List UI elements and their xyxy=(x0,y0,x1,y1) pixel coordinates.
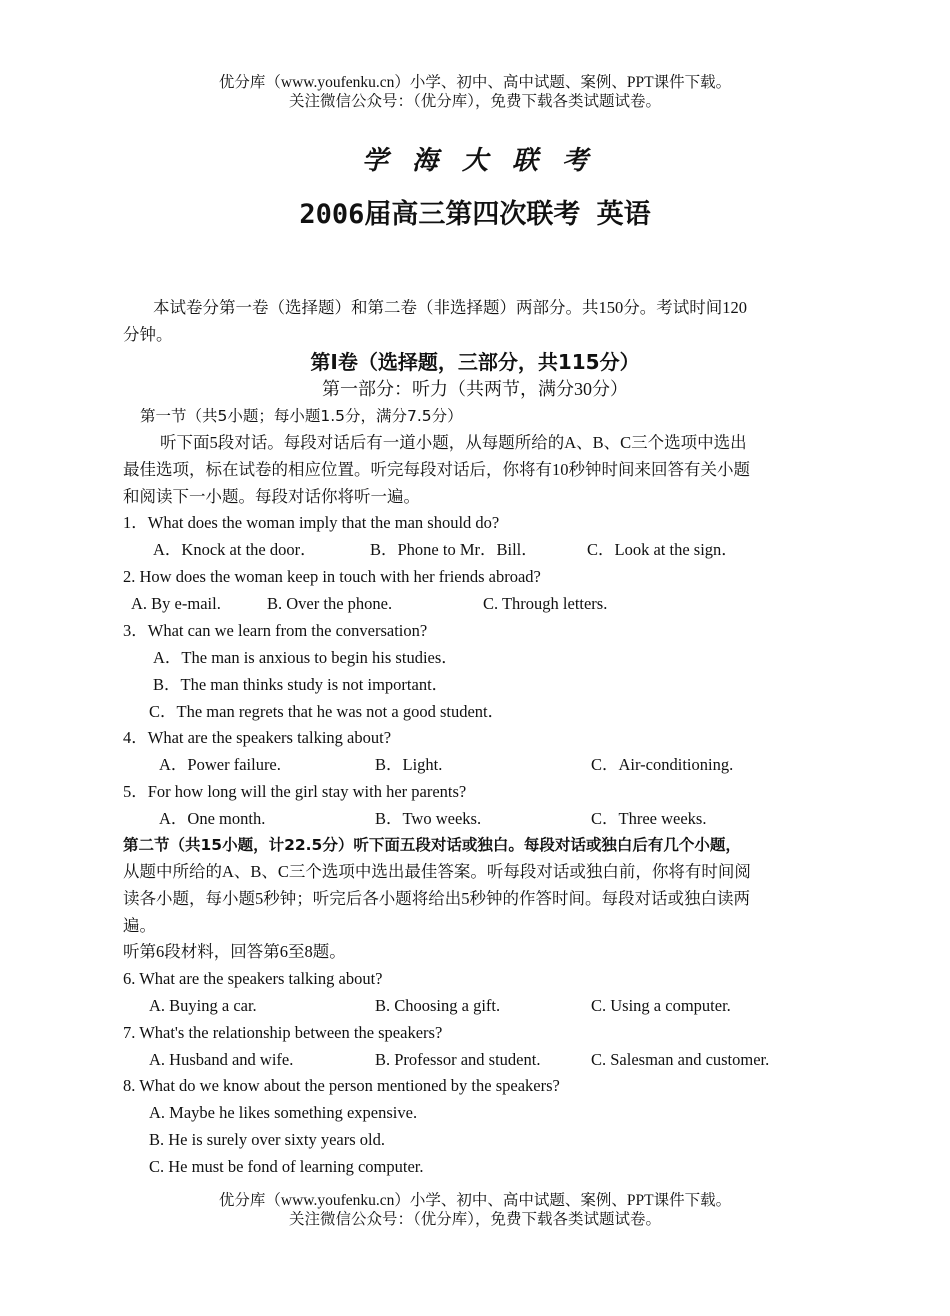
q4-option-b: B．Light. xyxy=(375,755,443,774)
q4-option-c: C．Air-conditioning. xyxy=(591,755,734,774)
q2-option-b: B. Over the phone. xyxy=(267,594,393,613)
q8-option-a: A. Maybe he likes something expensive. xyxy=(149,1103,418,1122)
q1-option-a: A．Knock at the door． xyxy=(153,540,317,559)
exam-series-title: 学海大联考 xyxy=(361,146,612,175)
q8-option-b: B. He is surely over sixty years old. xyxy=(149,1130,386,1149)
q7-option-b: B. Professor and student. xyxy=(375,1050,541,1069)
intro-line-2: 分钟。 xyxy=(123,325,173,344)
section2-heading: 第二节（共15小题，计22.5分）听下面五段对话或独白。每段对话或独白后有几个小题， xyxy=(123,836,741,854)
part1-subheading: 第一部分：听力（共两节，满分30分） xyxy=(322,379,628,399)
q7-option-a: A. Husband and wife. xyxy=(149,1050,294,1069)
question-3: 3．What can we learn from the conversation? xyxy=(123,621,428,640)
q1-option-c: C．Look at the sign． xyxy=(587,540,738,559)
question-4: 4．What are the speakers talking about? xyxy=(123,728,392,747)
section1-instruction-3: 和阅读下一小题。每段对话你将听一遍。 xyxy=(123,487,420,506)
q4-option-a: A．Power failure. xyxy=(159,755,281,774)
header-line-1: 优分库（www.youfenku.cn）小学、初中、高中试题、案例、PPT课件下载。 xyxy=(218,74,732,91)
material-6-instruction: 听第6段材料，回答第6至8题。 xyxy=(123,942,346,961)
question-1: 1．What does the woman imply that the man should do? xyxy=(123,513,500,532)
question-8: 8. What do we know about the person mentioned by the speakers? xyxy=(123,1076,560,1095)
q5-option-c: C．Three weeks. xyxy=(591,809,707,828)
q5-option-b: B．Two weeks. xyxy=(375,809,482,828)
q8-option-c: C. He must be fond of learning computer. xyxy=(149,1157,424,1176)
section1-instruction-2: 最佳选项，标在试卷的相应位置。听完每段对话后，你将有10秒钟时间来回答有关小题 xyxy=(123,460,750,479)
q2-option-a: A. By e-mail. xyxy=(131,594,221,613)
section2-instruction-1: 从题中所给的A、B、C三个选项中选出最佳答案。听每段对话或独白前，你将有时间阅 xyxy=(123,862,751,881)
section1-heading: 第一节（共5小题；每小题1.5分，满分7.5分） xyxy=(140,407,463,425)
part1-heading: 第Ⅰ卷（选择题，三部分，共115分） xyxy=(310,350,640,374)
footer-line-1: 优分库（www.youfenku.cn）小学、初中、高中试题、案例、PPT课件下载。 xyxy=(218,1192,732,1209)
q3-option-c: C．The man regrets that he was not a good student． xyxy=(149,702,505,721)
exam-title: 2006届高三第四次联考 英语 xyxy=(299,199,651,230)
question-6: 6. What are the speakers talking about? xyxy=(123,969,383,988)
q7-option-c: C. Salesman and customer. xyxy=(591,1050,770,1069)
intro-line-1: 本试卷分第一卷（选择题）和第二卷（非选择题）两部分。共150分。考试时间120 xyxy=(153,298,747,317)
q5-option-a: A．One month. xyxy=(159,809,266,828)
section2-instruction-2: 读各小题，每小题5秒钟；听完后各小题将给出5秒钟的作答时间。每段对话或独白读两 xyxy=(123,889,750,908)
footer-line-2: 关注微信公众号：（优分库），免费下载各类试题试卷。 xyxy=(288,1211,661,1228)
q2-option-c: C. Through letters. xyxy=(483,594,608,613)
q3-option-a: A．The man is anxious to begin his studies． xyxy=(153,648,458,667)
header-line-2: 关注微信公众号：（优分库），免费下载各类试题试卷。 xyxy=(288,93,661,110)
q1-option-b: B．Phone to Mr．Bill． xyxy=(370,540,538,559)
q6-option-c: C. Using a computer. xyxy=(591,996,731,1015)
section2-instruction-3: 遍。 xyxy=(123,916,156,935)
question-7: 7. What's the relationship between the speakers? xyxy=(123,1023,443,1042)
q6-option-b: B. Choosing a gift. xyxy=(375,996,501,1015)
question-2: 2. How does the woman keep in touch with her friends abroad? xyxy=(123,567,541,586)
question-5: 5．For how long will the girl stay with her parents? xyxy=(123,782,467,801)
section1-instruction-1: 听下面5段对话。每段对话后有一道小题，从每题所给的A、B、C三个选项中选出 xyxy=(160,433,747,452)
q3-option-b: B．The man thinks study is not important． xyxy=(153,675,449,694)
q6-option-a: A. Buying a car. xyxy=(149,996,257,1015)
